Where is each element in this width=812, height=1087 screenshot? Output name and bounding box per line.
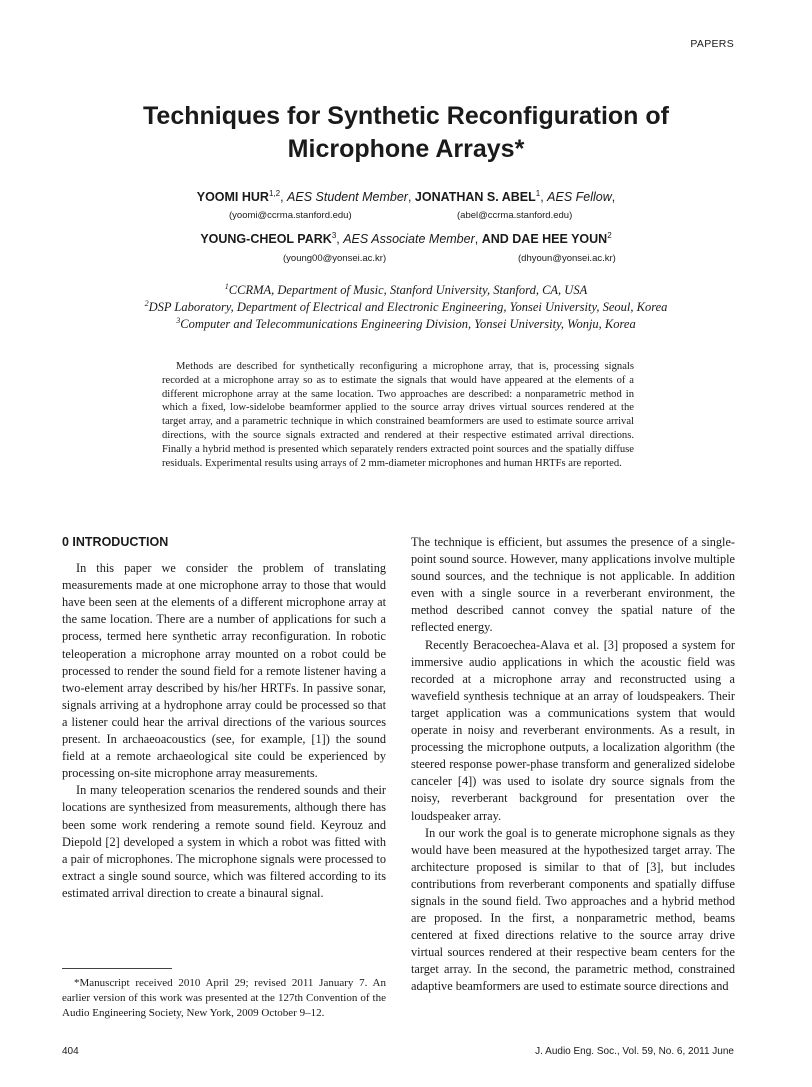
author-affil-mark: 1 [535,189,541,198]
author-line-2: YOUNG-CHEOL PARK$^3$, AES Associate Member, AND DAE HEE YOUN$^2$ [200,231,612,246]
affiliations [60,282,752,333]
author-affil-mark: 2 [607,231,612,240]
paper-title [60,100,752,166]
title-line-1: Techniques for Synthetic Reconfiguration of [143,102,669,130]
author-conjunction: AND [481,232,509,246]
affiliation-2: $^2$DSP Laboratory, Department of Electrical and Electronic Engineering, Yonsei University, Seoul, Korea [144,299,668,314]
author-role: AES Fellow [547,190,612,204]
footnote-rule [62,968,172,969]
author-name: JONATHAN S. ABEL [414,190,536,204]
paragraph: In many teleoperation scenarios the rendered sounds and their locations are synthesized from measurements, although there has been some work rendering a remote sound field. Keyrouz and Diepold [2] developed a system in which a robot was fitted with a pair of microphones. The microphone signals were processed to extract a single sound source, which was filtered according to its estimated arrival direction to create a binaural signal. [62,783,386,900]
author-role: AES Associate Member [343,232,475,246]
journal-citation: J. Audio Eng. Soc., Vol. 59, No. 6, 2011 June [535,1046,734,1057]
title-line-2: Microphone Arrays* [287,135,525,163]
author-name: YOOMI HUR [196,190,269,204]
section-heading: 0 INTRODUCTION [62,535,169,549]
author-email: (abel@ccrma.stanford.edu) [457,210,573,221]
author-line-1: YOOMI HUR$^{1,2}$, AES Student Member, JONATHAN S. ABEL$^1$, AES Fellow, [196,189,616,204]
author-role: AES Student Member [287,190,408,204]
paragraph: In our work the goal is to generate microphone signals as they would have been measured at the hypothesized target array. The architecture proposed is similar to that of [3], but includes contributions from reverberant components and spatially diffuse signals in the sound field. Two approaches and a hybrid method are proposed. In the first, a nonparametric method, beams centered at fixed directions relative to the source array drive virtual sources rendered at their respective beam centers for the target array. In the second, the parametric method, constrained adaptive beamformers are used to estimate source directions and [411,825,735,994]
right-column [411,534,735,996]
paragraph: In this paper we consider the problem of translating measurements made at one microphone array to those that would have been seen at the elements of a different microphone array at the same location. There are a number of applications for such a process, termed here synthetic array reconfiguration. In robotic teleoperation a microphone array mounted on a robot could be processed to render the sound field for a remote listener having a two-element array described by his/her HRTFs. In passive sonar, signals arriving at a hydrophone array could be processed so that a listener could hear the arrival directions of the various sources present. In archaeoacoustics (see, for example, [1]) the sound field at a remote archaeological site could be experienced by processing on-site microphone array measurements. [62,561,386,781]
author-name: YOUNG-CHEOL PARK [200,232,332,246]
author-email: (young00@yonsei.ac.kr) [283,253,387,264]
footnote: *Manuscript received 2010 April 29; revised 2011 January 7. An earlier version of this work was presented at the 127th Convention of the Audio Engineering Society, New York, 2009 October 9–12. [62,977,386,1019]
paragraph: Recently Beracoechea-Alava et al. [3] proposed a system for immersive audio applications in which the acoustic field was recorded at a microphone array and reconstructed using a wavefield synthesis technique at an array of loudspeakers. Their target application was a communications system that would operate in noisy and reverberant environments. As a result, in processing the microphone outputs, a localization algorithm (the steered response power-phase transform and generalized sidelobe canceler [4]) was used to isolate dry source signals from the noisy, reverberant background for presentation over the loudspeaker array. [411,637,735,823]
page-number: 404 [62,1046,79,1057]
author-name: DAE HEE YOUN [512,232,608,246]
affiliation-3: $^3$Computer and Telecommunications Engineering Division, Yonsei University, Wonju, Korea [176,316,636,331]
author-email: (yoomi@ccrma.stanford.edu) [229,210,352,221]
abstract: Methods are described for synthetically reconfiguring a microphone array, that is, processing signals recorded at a microphone array so as to estimate the signals that would have appeared at the elements of a different microphone array at the same location. Two approaches are described: a nonparametric method in which a fixed, low-sidelobe beamformer applied to the source array drives virtual sources rendered at the target array, and a parametric technique in which constrained beamformers are used to estimate source arrival directions, with the source signals extracted and rendered at their respective estimated arrival directions. Finally a hybrid method is presented which separately renders extracted point sources and the spatially diffuse residuals. Experimental results using arrays of 2 mm-diameter microphones and human HRTFs are reported. [162,361,634,469]
author-affil-mark: 3 [331,231,337,240]
affiliation-1: $^1$CCRMA, Department of Music, Stanford University, Stanford, CA, USA [224,282,588,297]
author-email: (dhyoun@yonsei.ac.kr) [518,253,616,264]
author-affil-mark: 1,2 [268,189,281,198]
left-column [62,534,386,902]
email-line-1 [0,210,812,222]
email-line-2 [0,253,812,265]
paragraph: The technique is efficient, but assumes the presence of a single-point sound source. However, many applications involve multiple sound sources, and the technique is not applicable. In addition even with a single source in a reverberant environment, the method described cannot convey the spatial nature of the reflected energy. [411,535,735,635]
section-label: PAPERS [690,38,734,50]
